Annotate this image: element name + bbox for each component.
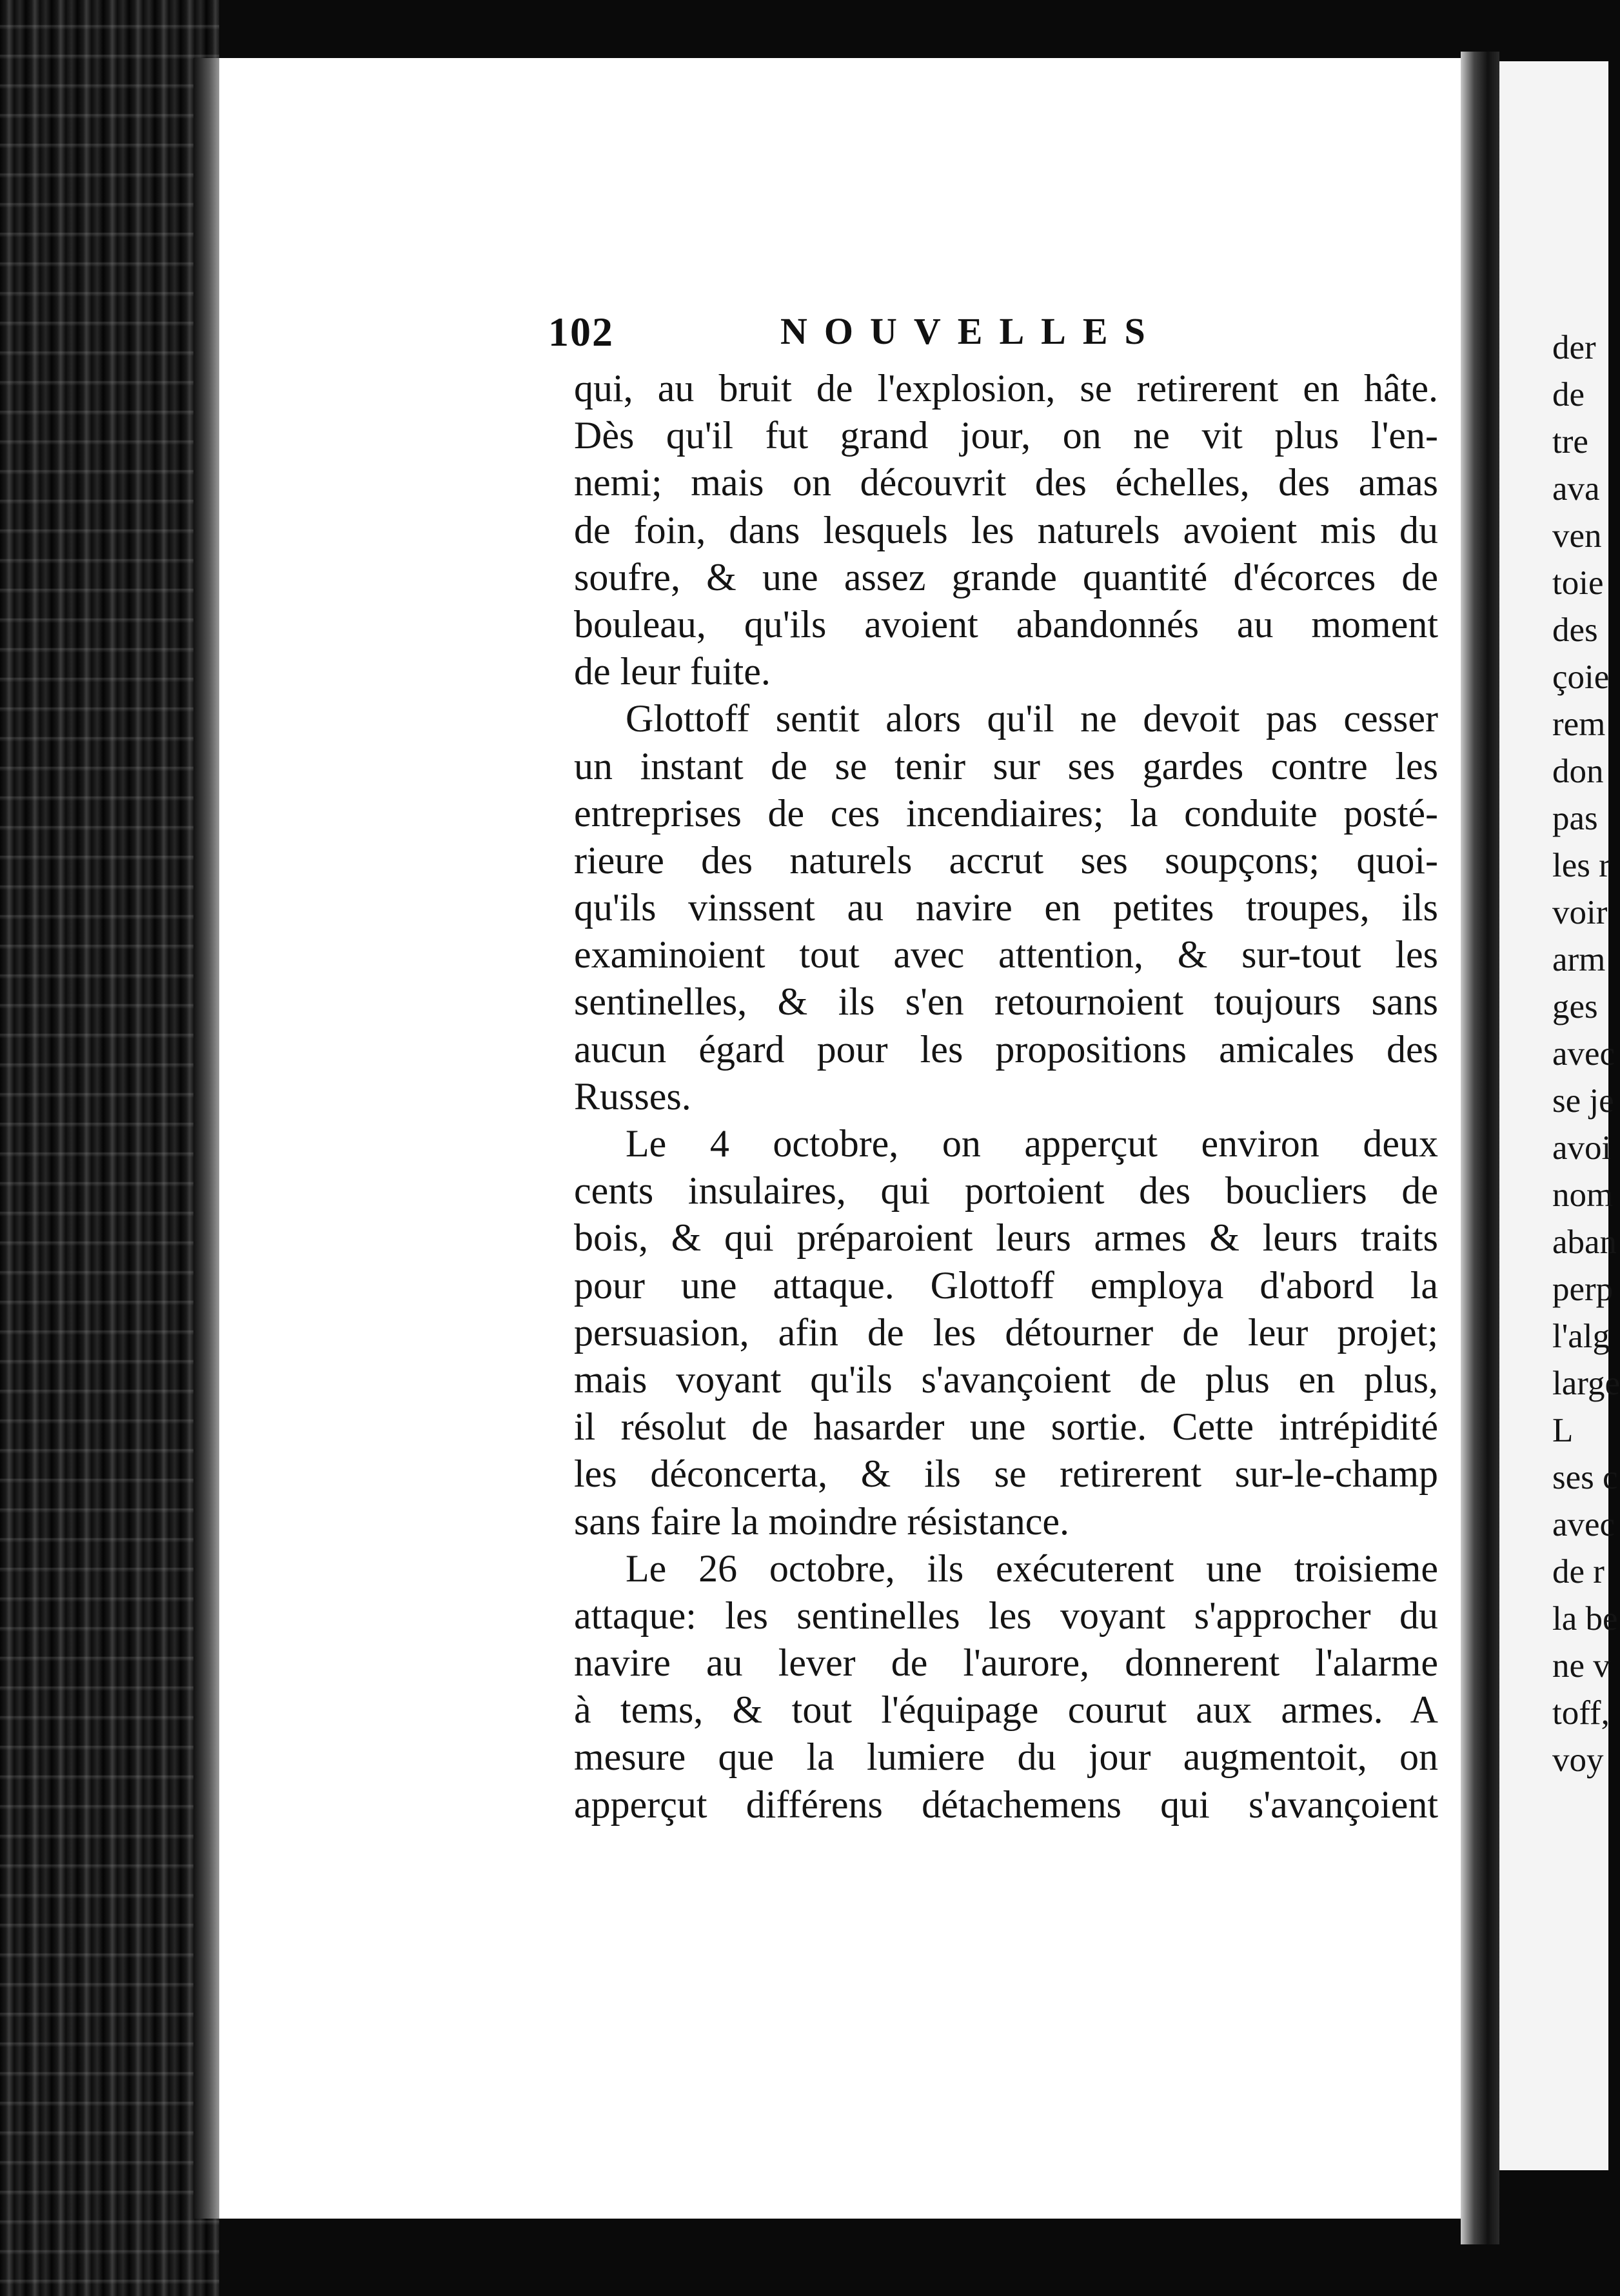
text-line: de foin, dans lesquels les naturels avoient mis du bbox=[574, 508, 1438, 551]
running-head: NOUVELLES bbox=[780, 310, 1162, 352]
next-page-line: l'alg bbox=[1552, 1318, 1610, 1355]
text-line: aucun égard pour les propositions amicales des bbox=[574, 1027, 1438, 1071]
next-page-line: les r bbox=[1552, 847, 1610, 884]
next-page-line: ava bbox=[1552, 470, 1600, 508]
next-page-line: se je bbox=[1552, 1082, 1614, 1120]
next-page-line: perp bbox=[1552, 1271, 1614, 1308]
next-page-line: tre bbox=[1552, 423, 1588, 460]
text-line: pour une attaque. Glottoff employa d'abord la bbox=[574, 1263, 1438, 1307]
page-header bbox=[548, 308, 1438, 366]
text-line: examinoient tout avec attention, & sur-tout les bbox=[574, 933, 1438, 976]
next-page-line: la be bbox=[1552, 1600, 1618, 1638]
text-line: bouleau, qu'ils avoient abandonnés au moment bbox=[574, 602, 1438, 646]
next-page-line: large bbox=[1552, 1365, 1620, 1402]
text-line: mesure que la lumiere du jour augmentoit, on bbox=[574, 1736, 1438, 1779]
text-line: qui, au bruit de l'explosion, se retirerent en hâte. bbox=[574, 367, 1438, 410]
next-page-line: der bbox=[1552, 329, 1596, 366]
next-page-line: toie bbox=[1552, 564, 1604, 602]
text-line: il résolut de hasarder une sortie. Cette intrépidité bbox=[574, 1405, 1438, 1449]
text-line: attaque: les sentinelles les voyant s'approcher du bbox=[574, 1594, 1438, 1637]
next-page-line: avoi bbox=[1552, 1129, 1612, 1167]
text-line: Glottoff sentit alors qu'il ne devoit pas cesser bbox=[626, 697, 1438, 740]
text-line: cents insulaires, qui portoient des boucliers de bbox=[574, 1169, 1438, 1212]
text-line: apperçut différens détachemens qui s'avançoient bbox=[574, 1783, 1438, 1826]
body-text bbox=[574, 365, 1438, 1828]
text-line: de leur fuite. bbox=[574, 650, 771, 693]
text-line: navire au lever de l'aurore, donnerent l'alarme bbox=[574, 1641, 1438, 1685]
text-line: persuasion, afin de les détourner de leur projet; bbox=[574, 1311, 1438, 1354]
next-page-line: aban bbox=[1552, 1223, 1617, 1261]
text-line: sans faire la moindre résistance. bbox=[574, 1499, 1070, 1543]
book-gutter bbox=[0, 0, 219, 2296]
next-page-line: de bbox=[1552, 376, 1585, 413]
text-line: bois, & qui préparoient leurs armes & leurs traits bbox=[574, 1216, 1438, 1260]
next-page-line: rem bbox=[1552, 706, 1606, 743]
next-page-line: avec bbox=[1552, 1506, 1615, 1543]
next-page-line: L bbox=[1552, 1412, 1574, 1449]
next-page-line: çoie bbox=[1552, 658, 1610, 696]
text-line: les déconcerta, & ils se retirerent sur-le-champ bbox=[574, 1452, 1438, 1496]
page-number: 102 bbox=[548, 309, 614, 355]
next-page-line: ne v bbox=[1552, 1647, 1610, 1685]
next-page-line: voy bbox=[1552, 1741, 1604, 1779]
next-page-line: nom bbox=[1552, 1176, 1614, 1214]
text-line: soufre, & une assez grande quantité d'écorces de bbox=[574, 555, 1438, 599]
text-line: à tems, & tout l'équipage courut aux armes. A bbox=[574, 1688, 1438, 1732]
next-page-line: de r bbox=[1552, 1553, 1605, 1590]
next-page-line: ven bbox=[1552, 517, 1602, 555]
text-line: un instant de se tenir sur ses gardes contre les bbox=[574, 744, 1438, 787]
next-page-line: arm bbox=[1552, 941, 1606, 978]
page-fold-shadow bbox=[1461, 52, 1499, 2244]
next-page-line: ges bbox=[1552, 988, 1598, 1025]
text-line: mais voyant qu'ils s'avançoient de plus en plus, bbox=[574, 1358, 1438, 1401]
text-line: Dès qu'il fut grand jour, on ne vit plus l'en- bbox=[574, 414, 1438, 457]
text-line: sentinelles, & ils s'en retournoient toujours sans bbox=[574, 980, 1438, 1024]
next-page-line: don bbox=[1552, 753, 1604, 790]
text-line: nemi; mais on découvrit des échelles, des amas bbox=[574, 461, 1438, 504]
next-page-line: avec bbox=[1552, 1035, 1615, 1073]
text-line: Le 26 octobre, ils exécuterent une troisieme bbox=[626, 1547, 1438, 1590]
next-page-fragment bbox=[1499, 61, 1620, 2170]
next-page-line: voir bbox=[1552, 894, 1608, 931]
next-page-line: toff, bbox=[1552, 1694, 1610, 1732]
text-line: rieure des naturels accrut ses soupçons; quoi- bbox=[574, 838, 1438, 882]
next-page-line: pas bbox=[1552, 800, 1598, 837]
next-page-line: ses c bbox=[1552, 1459, 1618, 1496]
text-line: qu'ils vinssent au navire en petites troupes, ils bbox=[574, 886, 1438, 929]
text-line: entreprises de ces incendiaires; la conduite posté- bbox=[574, 791, 1438, 835]
next-page-line: des bbox=[1552, 611, 1598, 649]
text-line: Le 4 octobre, on apperçut environ deux bbox=[626, 1122, 1438, 1165]
text-line: Russes. bbox=[574, 1074, 691, 1118]
